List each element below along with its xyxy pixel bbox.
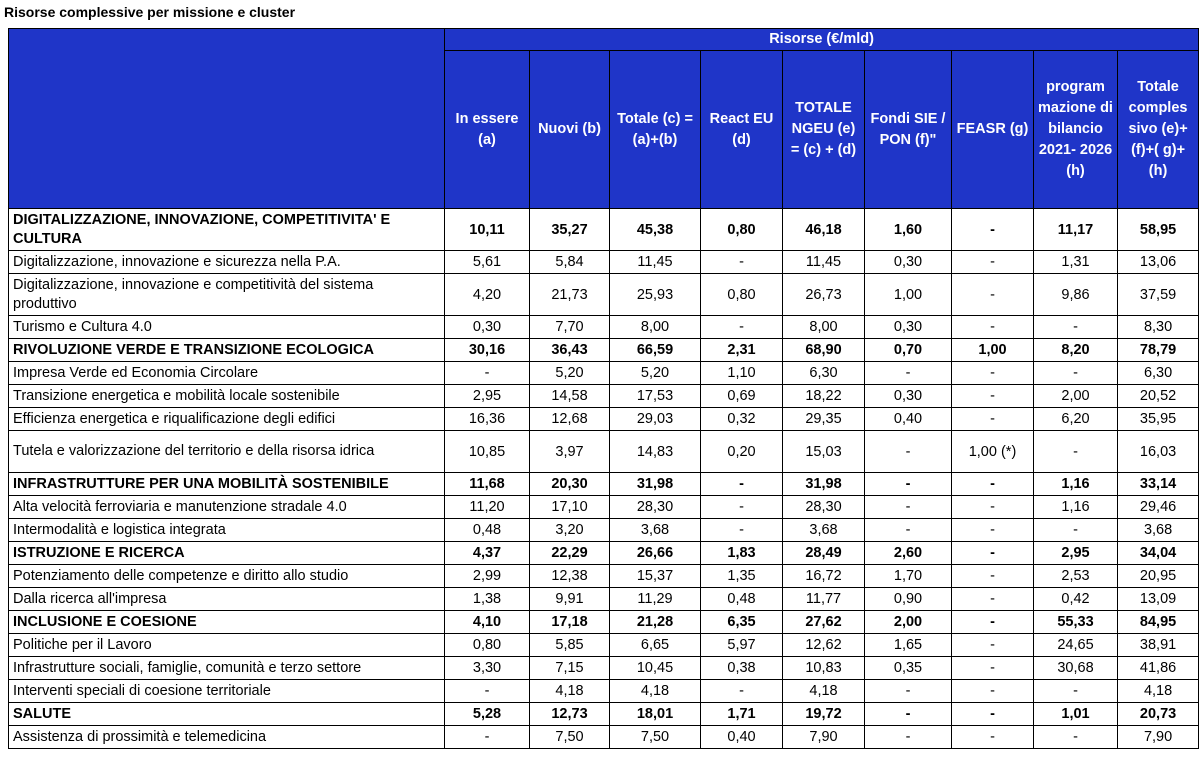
table-cell: 0,20 xyxy=(701,431,783,473)
table-cell: - xyxy=(1034,362,1118,385)
table-cell: 10,83 xyxy=(783,657,865,680)
table-cell: 1,00 xyxy=(865,274,952,316)
table-cell: - xyxy=(1034,519,1118,542)
mission-label: ISTRUZIONE E RICERCA xyxy=(9,542,445,565)
table-cell: 1,35 xyxy=(701,565,783,588)
cluster-label: Impresa Verde ed Economia Circolare xyxy=(9,362,445,385)
mission-row xyxy=(9,339,1199,362)
header-group-risorse: Risorse (€/mld) xyxy=(445,29,1199,51)
table-cell: - xyxy=(952,385,1034,408)
table-cell: 17,10 xyxy=(530,496,610,519)
table-cell: 2,95 xyxy=(445,385,530,408)
table-cell: 19,72 xyxy=(783,703,865,726)
table-cell: - xyxy=(701,496,783,519)
cluster-row xyxy=(9,431,1199,473)
column-header: In essere (a) xyxy=(445,51,530,209)
table-cell: 21,28 xyxy=(610,611,701,634)
table-cell: 2,31 xyxy=(701,339,783,362)
table-cell: - xyxy=(865,362,952,385)
table-cell: 10,85 xyxy=(445,431,530,473)
table-cell: 38,91 xyxy=(1118,634,1199,657)
table-cell: - xyxy=(952,588,1034,611)
table-cell: 0,30 xyxy=(865,385,952,408)
table-cell: 18,01 xyxy=(610,703,701,726)
table-cell: - xyxy=(1034,726,1118,749)
table-cell: 11,29 xyxy=(610,588,701,611)
table-cell: 5,61 xyxy=(445,251,530,274)
table-cell: - xyxy=(445,362,530,385)
column-header: FEASR (g) xyxy=(952,51,1034,209)
table-cell: - xyxy=(865,496,952,519)
table-cell: 4,18 xyxy=(1118,680,1199,703)
table-cell: - xyxy=(865,680,952,703)
table-cell: 68,90 xyxy=(783,339,865,362)
table-cell: 25,93 xyxy=(610,274,701,316)
table-cell: 0,48 xyxy=(701,588,783,611)
table-cell: 12,68 xyxy=(530,408,610,431)
table-cell: - xyxy=(952,473,1034,496)
table-cell: - xyxy=(952,565,1034,588)
table-cell: 30,16 xyxy=(445,339,530,362)
table-cell: 78,79 xyxy=(1118,339,1199,362)
mission-label: DIGITALIZZAZIONE, INNOVAZIONE, COMPETITIVITA' E CULTURA xyxy=(9,209,445,251)
table-cell: 6,30 xyxy=(783,362,865,385)
table-cell: 4,20 xyxy=(445,274,530,316)
table-cell: - xyxy=(952,274,1034,316)
table-cell: 7,50 xyxy=(610,726,701,749)
table-cell: 28,30 xyxy=(783,496,865,519)
table-cell: 37,59 xyxy=(1118,274,1199,316)
table-cell: 5,97 xyxy=(701,634,783,657)
table-cell: - xyxy=(952,611,1034,634)
table-cell: 4,10 xyxy=(445,611,530,634)
table-cell: 3,68 xyxy=(783,519,865,542)
table-cell: 3,97 xyxy=(530,431,610,473)
table-cell: 8,00 xyxy=(783,316,865,339)
table-cell: 31,98 xyxy=(783,473,865,496)
table-cell: 1,31 xyxy=(1034,251,1118,274)
table-cell: 5,28 xyxy=(445,703,530,726)
table-cell: 29,35 xyxy=(783,408,865,431)
table-cell: 3,20 xyxy=(530,519,610,542)
table-cell: 8,20 xyxy=(1034,339,1118,362)
cluster-label: Transizione energetica e mobilità locale sostenibile xyxy=(9,385,445,408)
table-cell: 3,68 xyxy=(610,519,701,542)
table-cell: 5,85 xyxy=(530,634,610,657)
column-header: Totale (c) = (a)+(b) xyxy=(610,51,701,209)
table-cell: 0,32 xyxy=(701,408,783,431)
table-cell: 29,03 xyxy=(610,408,701,431)
table-cell: 4,37 xyxy=(445,542,530,565)
table-cell: 13,06 xyxy=(1118,251,1199,274)
table-cell: 4,18 xyxy=(610,680,701,703)
cluster-label: Efficienza energetica e riqualificazione degli edifici xyxy=(9,408,445,431)
cluster-row xyxy=(9,565,1199,588)
table-cell: - xyxy=(952,251,1034,274)
cluster-label: Interventi speciali di coesione territoriale xyxy=(9,680,445,703)
page-title: Risorse complessive per missione e cluster xyxy=(4,4,296,20)
table-cell: 0,90 xyxy=(865,588,952,611)
table-cell: 84,95 xyxy=(1118,611,1199,634)
table-cell: 14,83 xyxy=(610,431,701,473)
cluster-label: Digitalizzazione, innovazione e competitività del sistema produttivo xyxy=(9,274,445,316)
table-cell: 45,38 xyxy=(610,209,701,251)
table-cell: 55,33 xyxy=(1034,611,1118,634)
table-header xyxy=(9,29,1199,209)
table-cell: 58,95 xyxy=(1118,209,1199,251)
table-cell: 0,80 xyxy=(445,634,530,657)
table-cell: 5,20 xyxy=(610,362,701,385)
mission-row xyxy=(9,611,1199,634)
cluster-row xyxy=(9,726,1199,749)
table-cell: 7,15 xyxy=(530,657,610,680)
table-cell: 0,80 xyxy=(701,209,783,251)
cluster-label: Turismo e Cultura 4.0 xyxy=(9,316,445,339)
table-cell: 20,95 xyxy=(1118,565,1199,588)
table-cell: 12,73 xyxy=(530,703,610,726)
column-header: React EU (d) xyxy=(701,51,783,209)
table-cell: 46,18 xyxy=(783,209,865,251)
table-cell: - xyxy=(865,473,952,496)
mission-row xyxy=(9,473,1199,496)
resources-table xyxy=(8,28,1199,749)
table-cell: 7,90 xyxy=(783,726,865,749)
table-cell: - xyxy=(865,519,952,542)
table-cell: - xyxy=(952,362,1034,385)
table-cell: - xyxy=(865,703,952,726)
column-header: program mazione di bilancio 2021- 2026 (h) xyxy=(1034,51,1118,209)
table-cell: 1,38 xyxy=(445,588,530,611)
table-cell: - xyxy=(1034,316,1118,339)
table-cell: 0,30 xyxy=(445,316,530,339)
table-cell: 1,01 xyxy=(1034,703,1118,726)
table-cell: 0,48 xyxy=(445,519,530,542)
cluster-label: Potenziamento delle competenze e diritto allo studio xyxy=(9,565,445,588)
cluster-row xyxy=(9,634,1199,657)
table-cell: - xyxy=(952,209,1034,251)
table-cell: 18,22 xyxy=(783,385,865,408)
table-cell: 1,10 xyxy=(701,362,783,385)
table-cell: 4,18 xyxy=(783,680,865,703)
table-cell: - xyxy=(952,634,1034,657)
table-cell: 26,73 xyxy=(783,274,865,316)
column-header: TOTALE NGEU (e) = (c) + (d) xyxy=(783,51,865,209)
table-cell: 10,11 xyxy=(445,209,530,251)
table-cell: 8,00 xyxy=(610,316,701,339)
table-cell: 0,40 xyxy=(865,408,952,431)
table-cell: 66,59 xyxy=(610,339,701,362)
table-cell: - xyxy=(952,519,1034,542)
table-cell: 11,45 xyxy=(783,251,865,274)
table-cell: 1,00 xyxy=(952,339,1034,362)
cluster-row xyxy=(9,657,1199,680)
table-cell: 8,30 xyxy=(1118,316,1199,339)
table-cell: 20,52 xyxy=(1118,385,1199,408)
table-cell: 20,30 xyxy=(530,473,610,496)
table-cell: 0,40 xyxy=(701,726,783,749)
table-cell: 11,68 xyxy=(445,473,530,496)
table-cell: 31,98 xyxy=(610,473,701,496)
column-header: Totale comples sivo (e)+(f)+( g)+(h) xyxy=(1118,51,1199,209)
cluster-label: Politiche per il Lavoro xyxy=(9,634,445,657)
mission-label: RIVOLUZIONE VERDE E TRANSIZIONE ECOLOGICA xyxy=(9,339,445,362)
table-body xyxy=(9,209,1199,749)
table-cell: - xyxy=(701,473,783,496)
table-cell: 11,77 xyxy=(783,588,865,611)
table-cell: 12,62 xyxy=(783,634,865,657)
table-cell: - xyxy=(1034,431,1118,473)
mission-label: SALUTE xyxy=(9,703,445,726)
cluster-label: Alta velocità ferroviaria e manutenzione stradale 4.0 xyxy=(9,496,445,519)
table-cell: - xyxy=(445,726,530,749)
table-cell: 13,09 xyxy=(1118,588,1199,611)
table-cell: - xyxy=(865,726,952,749)
table-cell: 1,16 xyxy=(1034,496,1118,519)
table-cell: 21,73 xyxy=(530,274,610,316)
table-cell: - xyxy=(445,680,530,703)
table-cell: 22,29 xyxy=(530,542,610,565)
cluster-row xyxy=(9,680,1199,703)
cluster-row xyxy=(9,408,1199,431)
table-cell: - xyxy=(865,431,952,473)
cluster-label: Infrastrutture sociali, famiglie, comunità e terzo settore xyxy=(9,657,445,680)
table-cell: 2,00 xyxy=(1034,385,1118,408)
table-cell: - xyxy=(701,680,783,703)
table-cell: 30,68 xyxy=(1034,657,1118,680)
table-cell: 2,95 xyxy=(1034,542,1118,565)
table-cell: 28,49 xyxy=(783,542,865,565)
table-cell: 24,65 xyxy=(1034,634,1118,657)
cluster-label: Intermodalità e logistica integrata xyxy=(9,519,445,542)
table-cell: 7,70 xyxy=(530,316,610,339)
table-cell: 2,99 xyxy=(445,565,530,588)
table-cell: 28,30 xyxy=(610,496,701,519)
table-cell: 4,18 xyxy=(530,680,610,703)
table-cell: 6,65 xyxy=(610,634,701,657)
table-cell: - xyxy=(1034,680,1118,703)
table-cell: 12,38 xyxy=(530,565,610,588)
table-cell: 0,42 xyxy=(1034,588,1118,611)
table-cell: 1,60 xyxy=(865,209,952,251)
mission-label: INFRASTRUTTURE PER UNA MOBILITÀ SOSTENIBILE xyxy=(9,473,445,496)
table-cell: 5,84 xyxy=(530,251,610,274)
mission-row xyxy=(9,542,1199,565)
column-header: Fondi SIE / PON (f)" xyxy=(865,51,952,209)
cluster-row xyxy=(9,519,1199,542)
table-cell: 6,30 xyxy=(1118,362,1199,385)
table-cell: 11,20 xyxy=(445,496,530,519)
table-cell: 9,86 xyxy=(1034,274,1118,316)
table-cell: 1,71 xyxy=(701,703,783,726)
table-cell: 0,30 xyxy=(865,316,952,339)
table-cell: 0,30 xyxy=(865,251,952,274)
table-cell: 11,45 xyxy=(610,251,701,274)
table-cell: 16,72 xyxy=(783,565,865,588)
cluster-row xyxy=(9,362,1199,385)
table-cell: 2,60 xyxy=(865,542,952,565)
table-cell: 15,37 xyxy=(610,565,701,588)
column-header: Nuovi (b) xyxy=(530,51,610,209)
table-cell: - xyxy=(952,496,1034,519)
table-cell: 0,69 xyxy=(701,385,783,408)
table-cell: - xyxy=(952,657,1034,680)
table-cell: 29,46 xyxy=(1118,496,1199,519)
mission-row xyxy=(9,703,1199,726)
cluster-row xyxy=(9,316,1199,339)
table-cell: 33,14 xyxy=(1118,473,1199,496)
table-cell: 27,62 xyxy=(783,611,865,634)
table-cell: - xyxy=(952,703,1034,726)
table-cell: 7,90 xyxy=(1118,726,1199,749)
table-cell: 1,70 xyxy=(865,565,952,588)
table-cell: 36,43 xyxy=(530,339,610,362)
cluster-label: Dalla ricerca all'impresa xyxy=(9,588,445,611)
table-cell: 2,53 xyxy=(1034,565,1118,588)
table-cell: 35,27 xyxy=(530,209,610,251)
table-cell: 0,38 xyxy=(701,657,783,680)
table-cell: 3,30 xyxy=(445,657,530,680)
table-cell: 16,36 xyxy=(445,408,530,431)
table-cell: 17,18 xyxy=(530,611,610,634)
table-cell: 17,53 xyxy=(610,385,701,408)
table-cell: 6,35 xyxy=(701,611,783,634)
table-cell: 34,04 xyxy=(1118,542,1199,565)
header-blank-cell xyxy=(9,29,445,209)
table-cell: 1,65 xyxy=(865,634,952,657)
table-cell: - xyxy=(952,408,1034,431)
table-cell: 26,66 xyxy=(610,542,701,565)
cluster-row xyxy=(9,588,1199,611)
table-cell: 35,95 xyxy=(1118,408,1199,431)
cluster-row xyxy=(9,385,1199,408)
table-cell: 7,50 xyxy=(530,726,610,749)
table-cell: 9,91 xyxy=(530,588,610,611)
cluster-row xyxy=(9,251,1199,274)
table-cell: 0,70 xyxy=(865,339,952,362)
cluster-label: Tutela e valorizzazione del territorio e della risorsa idrica xyxy=(9,431,445,473)
table-cell: - xyxy=(952,726,1034,749)
mission-row xyxy=(9,209,1199,251)
table-cell: 1,16 xyxy=(1034,473,1118,496)
table-cell: - xyxy=(701,251,783,274)
table-cell: 3,68 xyxy=(1118,519,1199,542)
table-cell: 41,86 xyxy=(1118,657,1199,680)
cluster-label: Assistenza di prossimità e telemedicina xyxy=(9,726,445,749)
table-cell: 1,83 xyxy=(701,542,783,565)
table-cell: 16,03 xyxy=(1118,431,1199,473)
table-cell: - xyxy=(952,680,1034,703)
table-cell: 20,73 xyxy=(1118,703,1199,726)
table-cell: - xyxy=(701,519,783,542)
table-cell: 11,17 xyxy=(1034,209,1118,251)
table-cell: 10,45 xyxy=(610,657,701,680)
table-cell: - xyxy=(952,542,1034,565)
cluster-row xyxy=(9,496,1199,519)
table-cell: 15,03 xyxy=(783,431,865,473)
cluster-label: Digitalizzazione, innovazione e sicurezza nella P.A. xyxy=(9,251,445,274)
table-cell: 5,20 xyxy=(530,362,610,385)
table-cell: 0,35 xyxy=(865,657,952,680)
table-cell: 0,80 xyxy=(701,274,783,316)
table-cell: - xyxy=(701,316,783,339)
table-cell: 6,20 xyxy=(1034,408,1118,431)
cluster-row xyxy=(9,274,1199,316)
table-cell: 1,00 (*) xyxy=(952,431,1034,473)
mission-label: INCLUSIONE E COESIONE xyxy=(9,611,445,634)
table-cell: 14,58 xyxy=(530,385,610,408)
table-cell: 2,00 xyxy=(865,611,952,634)
table-cell: - xyxy=(952,316,1034,339)
